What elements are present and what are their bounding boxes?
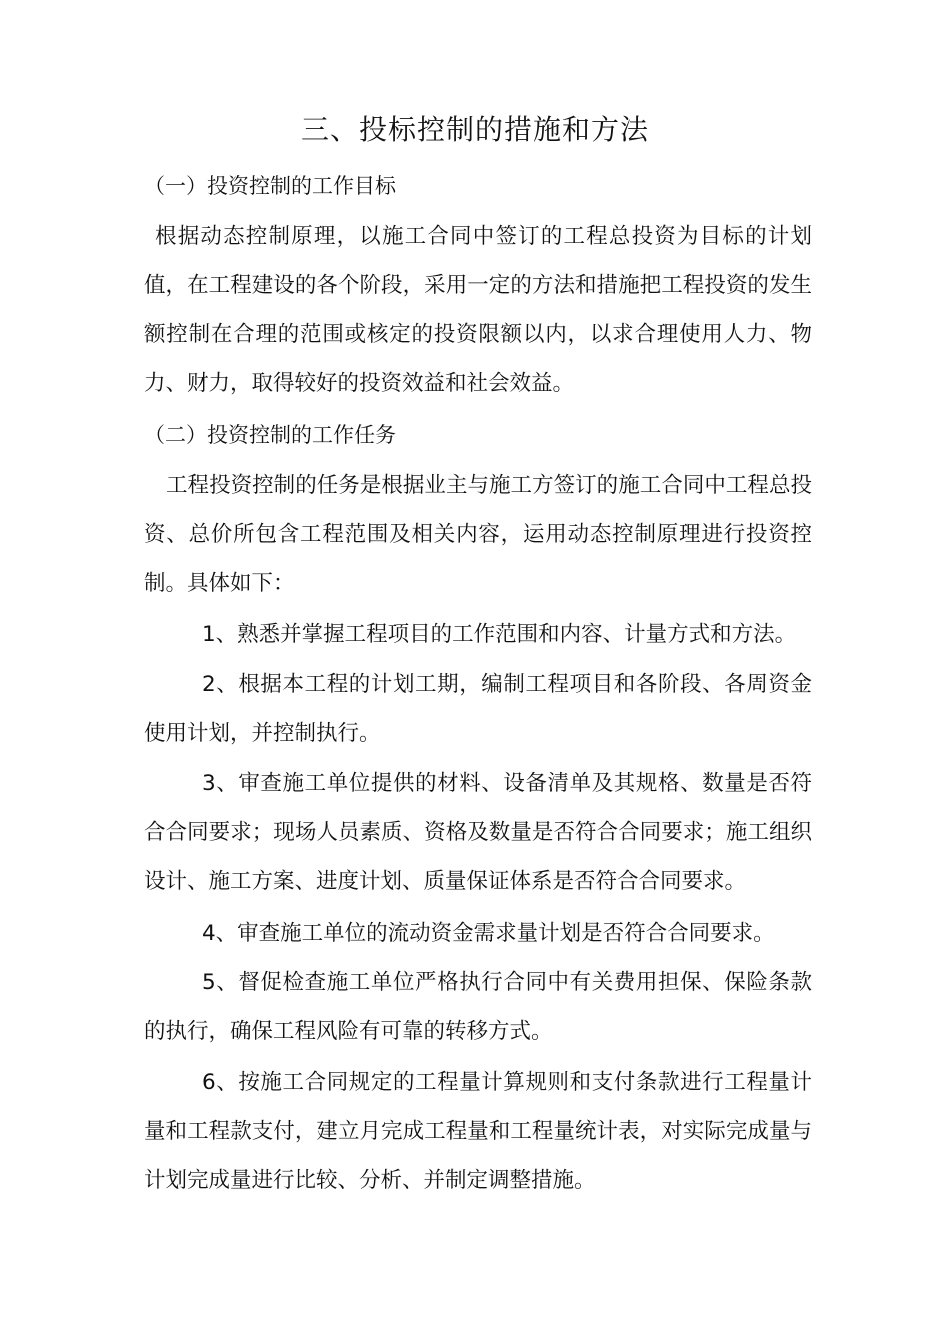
section-heading-investment-task: （二）投资控制的工作任务: [144, 423, 396, 447]
list-item-4: 4、审查施工单位的流动资金需求量计划是否符合合同要求。: [202, 921, 775, 946]
document-title: 三、投标控制的措施和方法: [300, 113, 649, 146]
section-heading-investment-goal: （一）投资控制的工作目标: [144, 174, 396, 198]
list-item-2: 2、根据本工程的计划工期，编制工程项目和各阶段、各周资金使用计划，并控制执行。: [144, 672, 812, 746]
list-item-6: 6、按施工合同规定的工程量计算规则和支付条款进行工程量计量和工程款支付，建立月完成工程量和工程量统计表，对实际完成量与计划完成量进行比较、分析、并制定调整措施。: [144, 1070, 812, 1193]
list-item-5: 5、督促检查施工单位严格执行合同中有关费用担保、保险条款的执行，确保工程风险有可靠的转移方式。: [144, 970, 812, 1044]
paragraph-investment-goal: 根据动态控制原理，以施工合同中签订的工程总投资为目标的计划值，在工程建设的各个阶段，采用一定的方法和措施把工程投资的发生额控制在合理的范围或核定的投资限额以内，以求合理使用人力、物力、财力，取得较好的投资效益和社会效益。: [144, 224, 812, 396]
list-item-3: 3、审查施工单位提供的材料、设备清单及其规格、数量是否符合合同要求；现场人员素质、资格及数量是否符合合同要求；施工组织设计、施工方案、进度计划、质量保证体系是否符合合同要求。: [144, 771, 812, 894]
list-item-1: 1、熟悉并掌握工程项目的工作范围和内容、计量方式和方法。: [202, 622, 797, 647]
paragraph-investment-task-intro: 工程投资控制的任务是根据业主与施工方签订的施工合同中工程总投资、总价所包含工程范围及相关内容，运用动态控制原理进行投资控制。具体如下：: [144, 473, 812, 596]
